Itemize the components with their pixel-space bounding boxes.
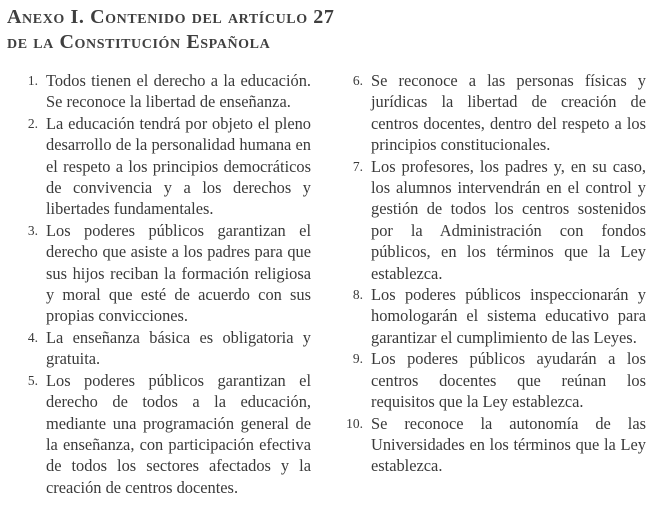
right-column (345, 70, 646, 498)
list-item (20, 113, 311, 220)
list-item-text: Se reconoce a las personas físicas y jurídicas la libertad de creación de centros docentes, dentro del respeto a los principios constitucionales. (371, 71, 646, 155)
list-item (345, 156, 646, 284)
list-item-text: Se reconoce la autonomía de las Universidades en los términos que la Ley establezca. (371, 413, 646, 476)
list-item-text: Los poderes públicos garantizan el derecho que asiste a los padres para que sus hijos reciban la formación religiosa y moral que esté de acuerdo con sus propias convicciones. (46, 220, 311, 326)
list-item-number: 9. (352, 351, 363, 367)
page-title-line1: Anexo I. Contenido del artículo 27 (7, 6, 335, 28)
list-item-number: 10. (346, 415, 363, 431)
list-item-number: 6. (352, 73, 363, 88)
list-item-number: 7. (352, 158, 363, 174)
list-item (345, 348, 646, 412)
list-item (20, 327, 311, 370)
list-item (345, 413, 646, 477)
list-item (345, 284, 646, 348)
list-item-text: La enseñanza básica es obligatoria y gratuita. (46, 327, 311, 369)
left-column (20, 70, 311, 498)
list-item-number: 1. (27, 73, 38, 88)
two-column-layout (7, 70, 646, 498)
list-item (20, 370, 311, 498)
list-item-number: 3. (27, 222, 38, 238)
list-item-text: La educación tendrá por objeto el pleno desarrollo de la personalidad humana en el respeto a los principios democráticos de convivencia y a los derechos y libertades fundamentales. (46, 113, 311, 219)
list-item-text: Los poderes públicos inspeccionarán y homologarán el sistema educativo para garantizar el cumplimiento de las Leyes. (371, 285, 646, 347)
list-item-number: 2. (27, 115, 38, 131)
list-item (20, 220, 311, 327)
list-item-text: Los poderes públicos garantizan el derecho de todos a la educación, mediante una programación general de la enseñanza, con participación efectiva de todos los sectores afectados y la creación de centros docentes. (46, 370, 311, 497)
list-item-text: Los poderes públicos ayudarán a los centros docentes que reúnan los requisitos que la Ley establezca. (371, 349, 646, 412)
list-item-text: Todos tienen el derecho a la educación. Se reconoce la libertad de enseñanza. (46, 71, 311, 112)
page-title (7, 5, 646, 55)
list-item-number: 5. (27, 372, 38, 388)
list-item (345, 70, 646, 156)
list-item-text: Los profesores, los padres y, en su caso, los alumnos intervendrán en el control y gestión de todos los centros sostenidos por la Administración con fondos públicos, en los términos que la Ley establezca. (371, 156, 646, 283)
list-item (20, 70, 311, 113)
list-item-number: 8. (352, 287, 363, 303)
list-item-number: 4. (27, 329, 38, 345)
page-title-line2: de la Constitución Española (7, 31, 271, 53)
